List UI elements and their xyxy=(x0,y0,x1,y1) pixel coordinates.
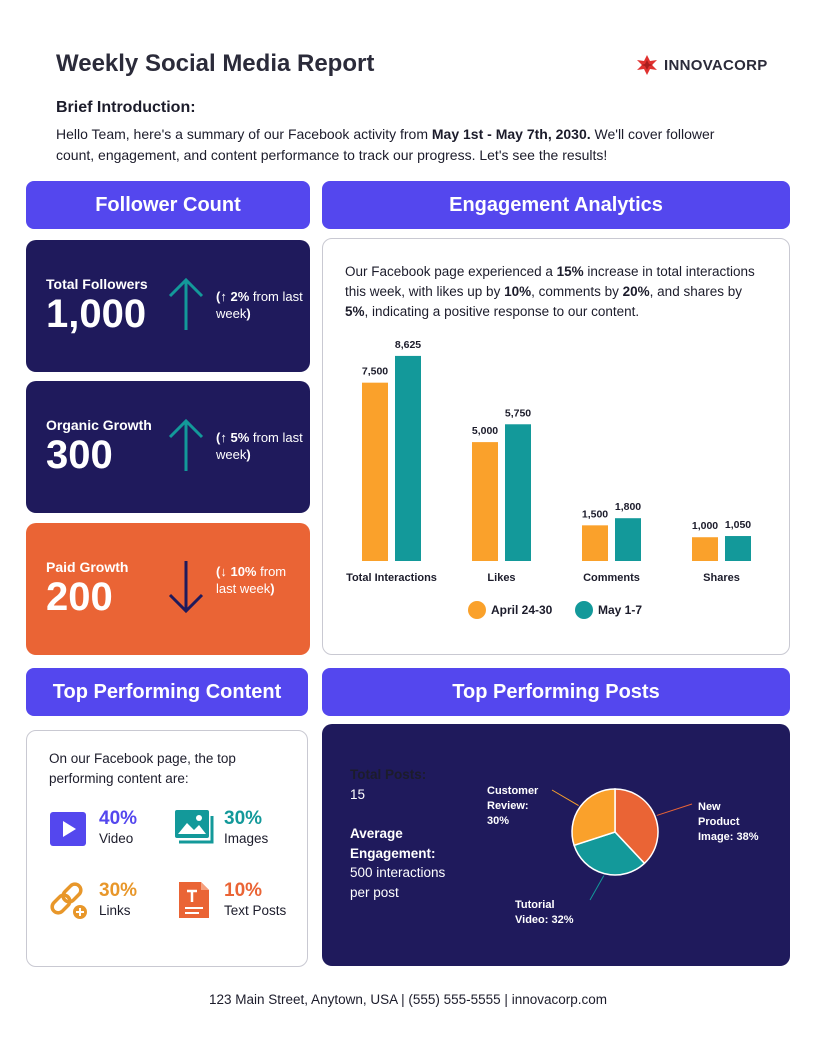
bar-value-label: 5,750 xyxy=(504,407,532,420)
bar-value-label: 1,800 xyxy=(614,501,642,514)
bar xyxy=(472,442,498,561)
content-intro: On our Facebook page, the top performing content are: xyxy=(49,751,236,786)
stat-change: (↑ 2% from last week) xyxy=(216,289,303,321)
pie-leader-line xyxy=(657,804,692,815)
stat-value: 200 xyxy=(46,575,113,619)
bar-value-label: 1,000 xyxy=(691,520,719,533)
total-posts-value: 15 xyxy=(350,787,366,802)
arrow-down-icon xyxy=(166,559,206,615)
pie-label xyxy=(515,899,574,926)
legend-label: April 24-30 xyxy=(491,603,553,617)
pie-label-line: Image: 38% xyxy=(698,831,759,843)
intro-text: Hello Team, here's a summary of our Facebook activity from May 1st - May 7th, 2030. We'll cover follower count, engagement, and content performance to track our progress. Let's see the results! xyxy=(56,126,715,163)
bar-value-label: 8,625 xyxy=(394,338,422,351)
legend-label: May 1-7 xyxy=(598,603,643,617)
top-posts-pie-chart xyxy=(470,770,780,940)
total-followers-card xyxy=(26,240,310,372)
video-icon xyxy=(49,808,89,848)
bar xyxy=(395,356,421,561)
category-label: Total Interactions xyxy=(346,572,437,584)
follower-count-header: Follower Count xyxy=(26,181,310,229)
content-pct: 30% xyxy=(224,808,263,829)
pie-label-line: New xyxy=(698,801,721,813)
arrow-up-icon xyxy=(166,276,206,332)
pie-label-line: Tutorial xyxy=(515,899,555,911)
avg-engagement-label: Average Engagement: xyxy=(350,826,436,861)
bar-value-label: 5,000 xyxy=(471,425,499,438)
pie-label-line: Product xyxy=(698,816,740,828)
pie-leader-line xyxy=(552,790,579,806)
content-item-images xyxy=(174,808,268,848)
pie-label-line: 30% xyxy=(487,815,510,827)
content-item-video xyxy=(49,808,137,848)
stat-change: (↓ 10% from last week) xyxy=(216,564,287,596)
stat-label: Organic Growth xyxy=(46,417,152,433)
bar xyxy=(582,525,608,561)
link-icon xyxy=(49,880,89,920)
legend-swatch xyxy=(468,601,486,619)
content-name: Links xyxy=(99,903,131,918)
category-label: Likes xyxy=(487,572,516,584)
content-item-text-posts xyxy=(174,880,286,920)
bar xyxy=(725,536,751,561)
arrow-up-icon xyxy=(166,417,206,473)
intro-heading: Brief Introduction: xyxy=(56,99,196,116)
content-name: Text Posts xyxy=(224,903,287,918)
category-label: Comments xyxy=(583,572,640,584)
category-label: Shares xyxy=(703,572,740,584)
bar xyxy=(692,537,718,561)
engagement-summary: Our Facebook page experienced a 15% increase in total interactions this week, with likes up by 10%, comments by 20%, and shares by 5%, indicating a positive response to our content. xyxy=(345,264,755,319)
pie-label-line: Video: 32% xyxy=(515,914,574,926)
bar xyxy=(615,518,641,561)
brand-logo xyxy=(636,54,768,76)
engagement-analytics-header: Engagement Analytics xyxy=(322,181,790,229)
engagement-bar-chart xyxy=(322,330,790,640)
brand-name-rest: CORP xyxy=(723,56,768,74)
pie-label xyxy=(698,801,759,843)
content-pct: 10% xyxy=(224,880,263,901)
pie-label-line: Review: xyxy=(487,800,529,812)
bar-value-label: 1,500 xyxy=(581,508,609,521)
bar xyxy=(505,424,531,561)
content-pct: 40% xyxy=(99,808,138,829)
top-content-header: Top Performing Content xyxy=(26,668,308,716)
pie-label-line: Customer xyxy=(487,785,539,797)
content-item-links xyxy=(49,880,137,920)
pie-leader-line xyxy=(590,876,604,900)
bar-value-label: 1,050 xyxy=(724,519,752,532)
paid-growth-card xyxy=(26,523,310,655)
stat-value: 300 xyxy=(46,433,113,477)
logo-icon xyxy=(636,54,658,76)
stat-label: Total Followers xyxy=(46,276,148,292)
stat-value: 1,000 xyxy=(46,292,147,336)
stat-label: Paid Growth xyxy=(46,559,129,575)
legend-swatch xyxy=(575,601,593,619)
brand-name-bold: INNOVA xyxy=(664,56,724,74)
organic-growth-card xyxy=(26,381,310,513)
total-posts-label: Total Posts: xyxy=(350,767,427,782)
avg-engagement-value: 500 interactions per post xyxy=(350,865,446,900)
text-post-icon xyxy=(174,880,214,920)
top-posts-header: Top Performing Posts xyxy=(322,668,790,716)
page-title: Weekly Social Media Report xyxy=(56,50,375,77)
content-name: Video xyxy=(99,831,134,846)
content-name: Images xyxy=(224,831,269,846)
pie-label xyxy=(487,785,539,827)
stat-change: (↑ 5% from last week) xyxy=(216,430,303,462)
image-icon xyxy=(174,808,214,848)
content-pct: 30% xyxy=(99,880,138,901)
bar-value-label: 7,500 xyxy=(361,365,389,378)
footer-contact: 123 Main Street, Anytown, USA | (555) 555-5555 | innovacorp.com xyxy=(209,992,607,1007)
bar xyxy=(362,383,388,561)
